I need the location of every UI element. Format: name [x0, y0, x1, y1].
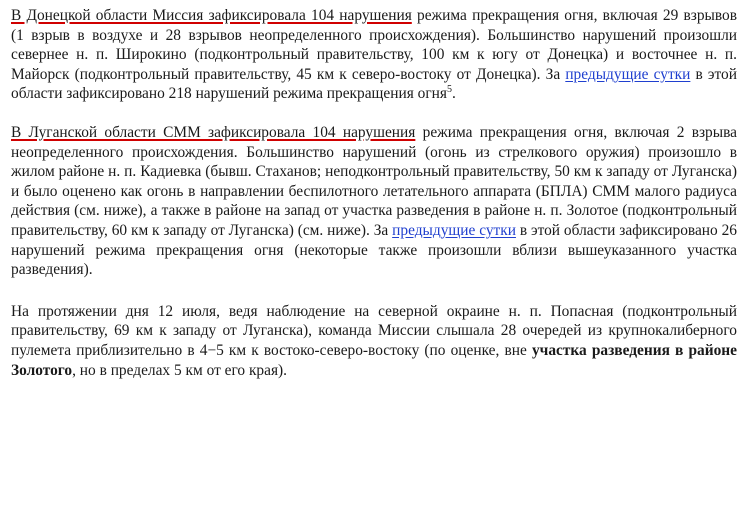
- popasna-text-a: На протяжении дня 12 июля, ведя наблюдение на северной окраине н. п. Попасная (подконтрольный правительству, 69 км к западу от Луганска), команда Миссии слышала 28 очередей из крупнокалиберного пулемета приблизительно в 4−5 км к востоко-северо-востоку (по оценке, вне: [11, 302, 737, 359]
- luhansk-text-b: в этой области зафиксировано 26 нарушений режима прекращения огня (некоторые также произошли вблизи вышеуказанного участка разведения).: [11, 221, 738, 279]
- luhansk-violations-highlight: В Луганской области СММ зафиксировала 104 нарушения: [11, 123, 416, 141]
- popasna-text-b: , но в пределах 5 км от его края).: [72, 361, 288, 379]
- donetsk-violations-highlight: В Донецкой области Миссия зафиксировала 104 нарушения: [11, 7, 412, 24]
- footnote-marker[interactable]: 5: [446, 84, 452, 96]
- donetsk-text-a: режима прекращения огня, включая 29 взрывов (1 взрыв в воздухе и 28 взрывов неопределенного происхождения). Большинство нарушений произошли севернее н. п. Широкино (подконтрольный правительству, 100 км к югу от Донецка) и восточнее н. п. Майорск (подконтрольный правительству, 45 км к северо-востоку от Донецка). За: [11, 7, 737, 83]
- donetsk-text-b: в этой области зафиксировано 218 нарушений режима прекращения огня: [11, 65, 737, 103]
- paragraph-donetsk: [11, 6, 737, 104]
- paragraph-luhansk: [11, 123, 737, 280]
- donetsk-text-c: .: [451, 85, 456, 103]
- luhansk-previous-day-link[interactable]: предыдущие сутки: [392, 221, 516, 239]
- paragraph-popasna: [11, 302, 737, 380]
- luhansk-text-a: режима прекращения огня, включая 2 взрыва неопределенного происхождения. Большинство нарушений (огонь из стрелкового оружия) произошло в жилом районе н. п. Кадиевка (бывш. Стаханов; неподконтрольный правительству, 50 км к западу от Луганска) и было оценено как огонь в направлении беспилотного летательного аппарата (БПЛА) СММ малого радиуса действия (см. ниже), а также в районе на запад от участка разведения в районе н. п. Золотое (подконтрольный правительству, 60 км к западу от Луганска) (см. ниже). За: [11, 123, 737, 239]
- zolote-disengagement-area-bold: участка разведения в районе Золотого: [11, 341, 737, 379]
- donetsk-previous-day-link[interactable]: предыдущие сутки: [565, 65, 691, 83]
